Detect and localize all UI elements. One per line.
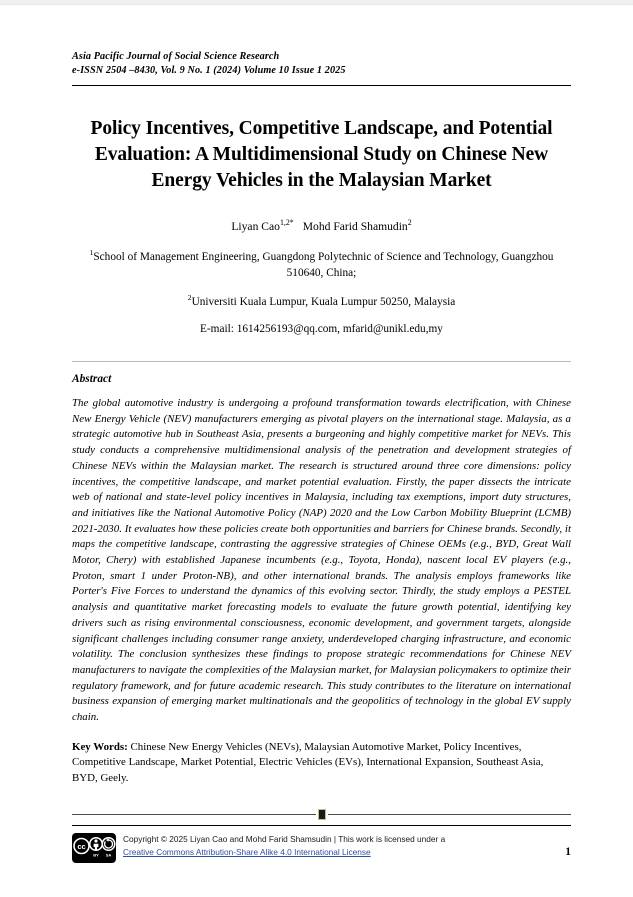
author-name: Mohd Farid Shamudin xyxy=(302,220,408,234)
keywords-label: Key Words: xyxy=(72,740,128,753)
cc-by-sa-badge-icon xyxy=(72,833,116,863)
abstract-body: The global automotive industry is undergoing a profound transformation towards electrification, with Chinese New Energy Vehicle (NEV) manufacturers emerging as pivotal players on the international stage. Malaysia, as a strategic automotive hub in Southeast Asia, presents a burgeoning and highly competitive market for NEVs. This study conducts a comprehensive multidimensional analysis of the penetration and development strategies of Chinese NEVs within the Malaysian market. The research is structured around three core dimensions: policy incentives, the competitive landscape, and market potential evaluation. Firstly, the paper dissects the intricate web of national and state-level policy incentives in Malaysia, including tax exemptions, import duty structures, and initiatives like the National Automotive Policy (NAP) 2020 and the Low Carbon Mobility Blueprint (LCMB) 2021-2030. It evaluates how these policies create both opportunities and barriers for Chinese brands. Secondly, it maps the competitive landscape, contrasting the aggressive strategies of Chinese OEMs (e.g., BYD, Great Wall Motor, Chery) with established Japanese incumbents (e.g., Toyota, Honda), nascent local EV players (e.g., Proton, smart 1 under Proton-NB), and other international brands. The analysis employs frameworks like Porter's Five Forces to understand the dynamics of this evolving sector. Thirdly, the study employs a PESTEL analysis and quantitative market forecasting models to evaluate the future growth potential, identifying key drivers such as rising environmental consciousness, economic development, and government targets, alongside significant challenges including consumer range anxiety, underdeveloped charging infrastructure, and economic volatility. The conclusion synthesizes these findings to propose strategic recommendations for Chinese NEV manufacturers to navigate the complexities of the Malaysian market, for Malaysian policymakers to optimize their regulatory framework, and for future academic research. This study contributes to the literature on international business expansion of emerging market multinationals and the geopolitics of technology in the global EV supply chain. xyxy=(72,396,571,724)
keywords xyxy=(72,740,571,787)
cc-sa-label: SA xyxy=(105,852,112,858)
abstract-heading: Abstract xyxy=(72,372,112,385)
page-footer xyxy=(72,825,571,863)
author-list xyxy=(72,218,571,235)
affiliation-text: School of Management Engineering, Guangdong Polytechnic of Science and Technology, Guangzhou 510640, China; xyxy=(93,250,554,280)
contact-email-line: E-mail: 1614256193@qq.com, mfarid@unikl.edu,my xyxy=(200,322,443,335)
affiliation-marker: 1 xyxy=(89,248,94,258)
affiliation-2 xyxy=(72,294,571,310)
cc-by-label: BY xyxy=(93,852,99,858)
author-name: Liyan Cao xyxy=(231,220,280,234)
author-marker: 1,2* xyxy=(279,218,294,228)
svg-text:cc: cc xyxy=(77,842,86,851)
page-number: 1 xyxy=(565,846,571,858)
copyright-text: Copyright © 2025 Liyan Cao and Mohd Farid Shamsudin | This work is licensed under a xyxy=(123,834,446,844)
abstract-divider xyxy=(72,361,571,362)
affiliation-1 xyxy=(72,249,571,282)
license-link[interactable]: Creative Commons Attribution-Share Alike 4.0 International License xyxy=(123,846,371,857)
journal-issue-line: e-ISSN 2504 –8430, Vol. 9 No. 1 (2024) Volume 10 Issue 1 2025 xyxy=(72,64,346,76)
keywords-text: Chinese New Energy Vehicles (NEVs), Malaysian Automotive Market, Policy Incentives, Competitive Landscape, Market Potential, Electric Vehicles (EVs), International Expansion, Southeast Asia, BYD, Geely. xyxy=(72,740,544,785)
ornament-line-right xyxy=(328,814,572,815)
ornament-diamond-icon xyxy=(318,809,326,820)
page-content xyxy=(72,50,571,820)
affiliation-marker: 2 xyxy=(187,292,192,302)
section-ornament xyxy=(72,809,571,820)
affiliation-text: Universiti Kuala Lumpur, Kuala Lumpur 50250, Malaysia xyxy=(191,295,456,308)
journal-name: Asia Pacific Journal of Social Science Research xyxy=(72,51,280,62)
journal-header xyxy=(72,50,571,78)
footer-license-text xyxy=(123,832,555,859)
footer-divider xyxy=(72,825,571,826)
ornament-line-left xyxy=(72,814,316,815)
header-divider xyxy=(72,85,571,86)
page-title: Policy Incentives, Competitive Landscape, and Potential Evaluation: A Multidimensional Study on Chinese New Energy Vehicles in the Malaysian Market xyxy=(90,117,553,192)
author-marker: 2 xyxy=(407,218,412,228)
page-top-band xyxy=(0,0,633,5)
